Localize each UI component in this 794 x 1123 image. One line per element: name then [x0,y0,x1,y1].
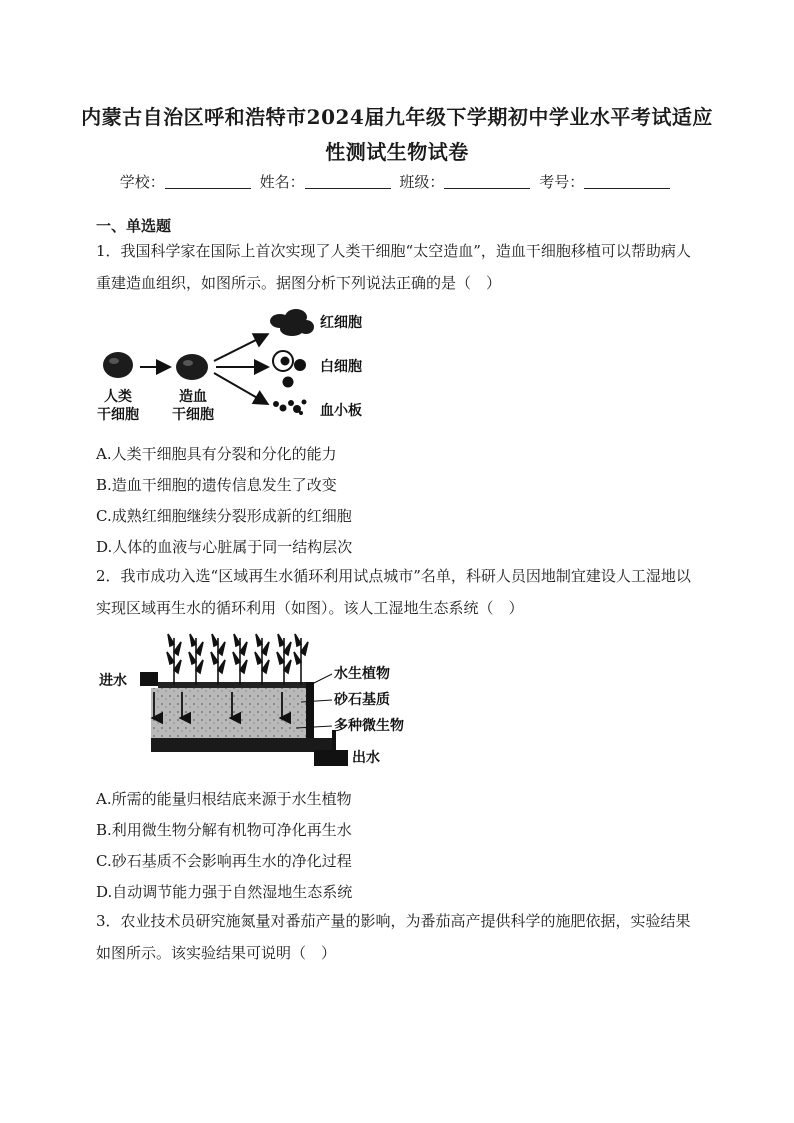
human-stem-cell-icon [103,352,133,378]
label-platelet: 血小板 [320,403,362,419]
page-title-line1: 内蒙古自治区呼和浩特市2024届九年级下学期初中学业水平考试适应 [81,105,713,129]
label-white-blood-cell: 白细胞 [320,359,362,375]
class-blank[interactable] [444,174,530,189]
figure-constructed-wetland [96,630,416,775]
arrow-icon [214,335,266,361]
aquatic-plant-icon [167,634,308,685]
question-1-option-b[interactable]: B.造血干细胞的遗传信息发生了改变 [96,476,337,494]
section-heading: 一、单选题 [96,217,172,235]
class-label: 班级： [399,173,445,191]
label-blood-stem-cell-1: 造血 [179,389,207,405]
number-label: 考号： [539,173,585,191]
question-1-option-d[interactable]: D.人体的血液与心脏属于同一结构层次 [96,538,353,556]
blood-stem-cell-icon [176,354,208,380]
label-red-blood-cell: 红细胞 [320,315,362,331]
label-microbes: 多种微生物 [334,718,404,734]
platelet-icon [273,400,307,416]
student-info-row [0,171,794,192]
outlet-block [314,750,348,766]
page-title-line2: 性测试生物试卷 [325,140,469,164]
name-blank[interactable] [305,174,391,189]
white-blood-cell-icon [273,351,306,388]
figure-stem-cell-differentiation [96,305,386,430]
label-human-stem-cell-1: 人类 [104,389,132,405]
question-2-option-d[interactable]: D.自动调节能力强于自然湿地生态系统 [96,883,353,901]
school-blank[interactable] [165,174,251,189]
label-aquatic-plant: 水生植物 [334,666,390,682]
gravel-substrate [151,688,311,738]
question-2-stem: 2．我市成功入选“区域再生水循环利用试点城市”名单，科研人员因地制宜建设人工湿地以实现区域再生水的循环利用（如图）。该人工湿地生态系统（ ） [96,567,691,617]
school-label: 学校： [119,173,165,191]
question-1-option-a[interactable]: A.人类干细胞具有分裂和分化的能力 [96,445,337,463]
question-2-option-c[interactable]: C.砂石基质不会影响再生水的净化过程 [96,852,352,870]
label-human-stem-cell-2: 干细胞 [97,407,139,423]
inlet-block [140,672,158,686]
red-blood-cell-icon [270,309,314,336]
label-outlet: 出水 [352,750,380,766]
label-blood-stem-cell-2: 干细胞 [172,407,214,423]
question-2-option-a[interactable]: A.所需的能量归根结底来源于水生植物 [96,790,352,808]
name-label: 姓名： [259,173,305,191]
question-2-option-b[interactable]: B.利用微生物分解有机物可净化再生水 [96,821,352,839]
question-1-stem: 1．我国科学家在国际上首次实现了人类干细胞“太空造血”，造血干细胞移植可以帮助病人重建造血组织，如图所示。据图分析下列说法正确的是（ ） [96,242,691,292]
label-gravel: 砂石基质 [334,692,390,708]
number-blank[interactable] [584,174,670,189]
question-1-option-c[interactable]: C.成熟红细胞继续分裂形成新的红细胞 [96,507,352,525]
arrow-icon [214,373,266,403]
label-inlet: 进水 [99,673,127,689]
question-3-stem: 3．农业技术员研究施氮量对番茄产量的影响，为番茄高产提供科学的施肥依据，实验结果如图所示。该实验结果可说明（ ） [96,912,691,962]
